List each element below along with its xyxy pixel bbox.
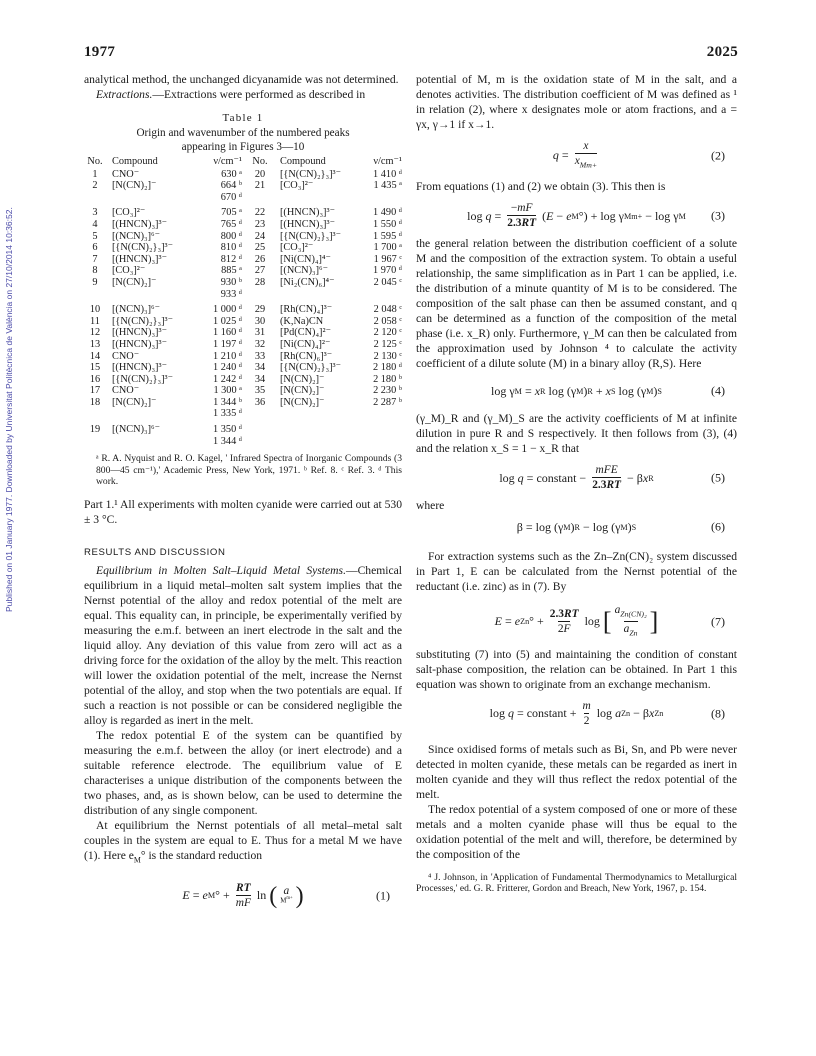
table-cell-wavenumber: 1 344 ᵇ — [213, 396, 242, 408]
table-title: Table 1 — [222, 112, 264, 124]
equation-8: log q = constant + $\frac{m}{2}$ log a Zn − β x Zn (8) — [489, 699, 725, 727]
paragraph-nernst — [84, 818, 402, 867]
table-cell-peak-number: 17 — [89, 385, 101, 397]
table-row — [84, 219, 402, 231]
table-row — [84, 192, 402, 204]
table-row — [84, 397, 402, 409]
table-cell-peak-number: 9 — [92, 276, 98, 288]
table-row — [84, 351, 402, 363]
section-heading: RESULTS AND DISCUSSION — [84, 547, 226, 559]
table-row — [84, 277, 402, 289]
table-cell-compound: [(HNCN)₃]³⁻ — [280, 207, 336, 219]
table-cell-compound: [{N(CN)₂}₃]³⁻ — [280, 362, 342, 374]
table-row — [84, 436, 402, 448]
equation-number: (8) — [711, 706, 725, 721]
equation-2: q = $\frac{x}{x_{Mm+}}$ (2) — [552, 140, 725, 170]
paragraph-intro: analytical method, the unchanged dicyanamide was not determined. — [84, 73, 399, 86]
table-cell-peak-number: 22 — [254, 207, 266, 219]
table-cell-wavenumber: 812 ᵈ — [220, 253, 242, 265]
table-header-cell: ν/cm⁻¹ — [373, 156, 402, 167]
table-cell-compound: [N(CN)₂]⁻ — [112, 276, 157, 288]
equation-1: E = e M ° + $\frac{RT}{mF}$ ln ( a $M^{m+}$ ) (1) — [182, 881, 390, 909]
left-column — [84, 72, 402, 916]
table-cell-compound — [274, 436, 358, 448]
table-cell-compound: CNO⁻ — [112, 385, 140, 397]
table-row — [84, 242, 402, 254]
table-cell-wavenumber: 630 ᵃ — [221, 168, 242, 180]
table-cell-peak-number: 7 — [92, 253, 98, 265]
table-row — [84, 300, 402, 316]
table-row — [84, 180, 402, 192]
table-cell-compound: [{N(CN)₂}₃]³⁻ — [112, 373, 174, 385]
table-cell-peak-number — [246, 420, 274, 436]
equation-6: β = log (γ M ) R − log (γ M ) S (6) — [516, 519, 725, 534]
table-cell-wavenumber: 1 025 ᵈ — [213, 315, 242, 327]
equation-number: (4) — [711, 383, 725, 398]
table-cell-compound: [Ni(CN)₄]⁴⁻ — [280, 253, 331, 265]
table-row — [84, 374, 402, 386]
table-cell-wavenumber: 1 240 ᵈ — [213, 362, 242, 374]
table-cell-peak-number — [246, 289, 274, 301]
paragraph-extractions — [84, 87, 402, 102]
table-cell-peak-number: 23 — [254, 218, 266, 230]
table-cell-wavenumber: 933 ᵈ — [220, 288, 242, 300]
table-cell-peak-number — [246, 192, 274, 204]
table-cell-compound: [CO₃]²⁻ — [112, 207, 146, 219]
table-cell-peak-number: 31 — [254, 327, 266, 339]
table-cell-peak-number: 6 — [92, 242, 98, 254]
table-cell-peak-number: 25 — [254, 242, 266, 254]
table-cell-wavenumber: 2 230 ᵇ — [373, 385, 402, 397]
table-cell-wavenumber: 1 197 ᵈ — [213, 338, 242, 350]
table-cell-wavenumber: 1 435 ᵃ — [373, 180, 402, 192]
table-cell-peak-number: 34 — [254, 373, 266, 385]
equation-number: (2) — [711, 148, 725, 163]
equation-5: log q = constant − $\frac{\text{mFE}}{2.3RT}$ − β x R (5) — [499, 464, 725, 492]
table-cell-compound: [(NCN)₃]⁶⁻ — [280, 265, 329, 277]
equation-number: (7) — [711, 614, 725, 629]
table-cell-compound: [Ni₂(CN)₆]⁴⁻ — [280, 276, 335, 288]
table-cell-wavenumber: 705 ᵃ — [221, 207, 242, 219]
table-cell-peak-number: 20 — [254, 168, 266, 180]
table-cell-compound: [N(CN)₂]⁻ — [112, 180, 157, 192]
table-header-cell: No. — [252, 156, 268, 167]
table-cell-wavenumber: 2 058 ᶜ — [373, 315, 402, 327]
table-cell-peak-number: 18 — [89, 396, 101, 408]
equilibrium-heading: Equilibrium in Molten Salt–Liquid Metal Systems. — [96, 564, 346, 578]
paragraph-equilibrium — [84, 563, 402, 728]
table-cell-peak-number: 14 — [89, 350, 101, 362]
paragraph-substituting: substituting (7) into (5) and maintaining the condition of constant salt-phase composition, the relation can be obtained. In Part 1 this equation was shown to originate from an exchange mechanism. — [416, 647, 737, 691]
table-cell-wavenumber: 1 595 ᵈ — [373, 230, 402, 242]
equation-number: (6) — [711, 519, 725, 534]
table-cell-peak-number: 10 — [89, 304, 101, 316]
table-cell-wavenumber: 2 180 ᵈ — [373, 362, 402, 374]
table-cell-wavenumber: 670 ᵈ — [220, 191, 242, 203]
table-cell-peak-number: 19 — [89, 424, 101, 436]
table-cell-wavenumber: 1 344 ᵈ — [213, 435, 242, 447]
table-cell-peak-number: 28 — [254, 276, 266, 288]
table-cell-wavenumber: 2 130 ᶜ — [373, 350, 402, 362]
table-cell-compound — [106, 289, 192, 301]
table-cell-wavenumber — [358, 192, 402, 204]
reference-footnote: ⁴ J. Johnson, in 'Application of Fundamental Thermodynamics to Metallurgical Processes,' ed. G. R. Fritterer, Gordon and Breach, New York, 1967, p. 154. — [416, 871, 737, 895]
extractions-text: —Extractions were performed as described in — [152, 88, 366, 101]
table-cell-peak-number: 24 — [254, 230, 266, 242]
table-cell-peak-number: 11 — [90, 315, 100, 327]
table-cell-compound: [(HNCN)₃]³⁻ — [112, 338, 168, 350]
table-cell-wavenumber: 765 ᵈ — [220, 218, 242, 230]
table-cell-wavenumber: 1 160 ᵈ — [213, 327, 242, 339]
table-cell-peak-number: 35 — [254, 385, 266, 397]
paragraph-activity: (γ_M)_R and (γ_M)_S are the activity coefficients of M at infinite dilution in pure R and S respectively. It then follows from (3), (4) and the relation x_S = 1 − x_R that — [416, 412, 737, 456]
table-cell-peak-number — [246, 408, 274, 420]
paragraph-oxidised-forms: Since oxidised forms of metals such as Bi, Sn, and Pb were never detected in molten cyanide, these metals can be regarded as inert in molten cyanide and they will thus reflect the redox potential of the melt. — [416, 742, 737, 801]
table-cell-compound: [CO₃]²⁻ — [112, 265, 146, 277]
table-cell-peak-number: 12 — [89, 327, 101, 339]
table-cell-wavenumber: 2 125 ᶜ — [373, 338, 402, 350]
table-cell-wavenumber: 664 ᵇ — [220, 180, 242, 192]
table-row — [84, 169, 402, 181]
table-cell-compound: CNO⁻ — [112, 350, 140, 362]
extractions-heading: Extractions. — [96, 88, 153, 101]
table-cell-peak-number: 34 — [254, 362, 266, 374]
table-cell-compound: [(NCN)₃]⁶⁻ — [112, 304, 161, 316]
table-cell-compound: [{N(CN)₂}₃]³⁻ — [280, 230, 342, 242]
table-cell-peak-number — [84, 192, 106, 204]
table-cell-compound: [N(CN)₂]⁻ — [280, 396, 325, 408]
table-cell-wavenumber: 1 967 ᶜ — [373, 253, 402, 265]
table-cell-wavenumber: 1 970 ᵈ — [373, 265, 402, 277]
table-cell-peak-number — [246, 436, 274, 448]
paragraph-extraction-systems: For extraction systems such as the Zn–Zn(CN)₂ system discussed in Part 1, E can be calculated from the Nernst potential of the reductant (i.e. zinc) as in (7). By — [416, 550, 737, 594]
table-cell-wavenumber — [358, 408, 402, 420]
table-cell-compound: [(HNCN)₃]³⁻ — [112, 327, 168, 339]
table-cell-wavenumber: 1 550 ᵈ — [373, 218, 402, 230]
table-caption-line1: Origin and wavenumber of the numbered peaks — [136, 127, 350, 139]
equation-4: log γ M = x R log (γ M ) R + x S log (γ M ) S (4) — [491, 383, 725, 398]
table-row — [84, 327, 402, 339]
table-cell-wavenumber: 2 048 ᶜ — [373, 304, 402, 316]
table-row — [84, 420, 402, 436]
table-cell-wavenumber: 885 ᵃ — [221, 265, 242, 277]
table-cell-wavenumber: 2 287 ᵇ — [373, 396, 402, 408]
table-cell-wavenumber: 1 410 ᵈ — [373, 168, 402, 180]
nernst-subscript: M — [133, 855, 141, 865]
equation-number: (5) — [711, 470, 725, 485]
table-cell-compound — [274, 289, 358, 301]
equation-3: log q = $\frac{-mF}{2.3RT}$ ( E − e M °) + log γ Mm+ − log γ M (3) — [467, 202, 725, 230]
table-cell-compound: [CO₃]²⁻ — [280, 242, 314, 254]
right-column — [416, 72, 737, 895]
table-cell-compound: [N(CN)₂]⁻ — [280, 385, 325, 397]
equation-number: (1) — [376, 888, 390, 903]
table-cell-compound: [(NCN)₃]⁶⁻ — [112, 230, 161, 242]
table-cell-peak-number: 15 — [89, 362, 101, 374]
table-cell-compound — [274, 420, 358, 436]
table-header-cell: Compound — [280, 156, 326, 167]
paragraph-general-relation: the general relation between the distribution coefficient of a solute M and the composition of the extraction system. To obtain a useful relationship, the same simplification as in Part 1 can be applied, i.e. the distribution of a minute quantity of M is to be considered. The composition of the salt phase can then be assumed constant, and q can be determined as a function of the composition of the metal phase (i.e. x_R) only. Furthermore, γ_M can then be calculated from the approximation used by Johnson ⁴ to calculate the activity coefficient of a dilute solute (M) in a binary alloy (R,S). Here — [416, 237, 737, 371]
table-cell-compound — [106, 436, 192, 448]
table-cell-compound: (K,Na)CN — [280, 315, 324, 327]
table-row — [84, 203, 402, 219]
table-cell-compound: [N(CN)₂]⁻ — [280, 373, 325, 385]
table-cell-wavenumber: 1 210 ᵈ — [213, 350, 242, 362]
paragraph-potential: potential of M, m is the oxidation state of M in the salt, and a denotes activities. The distribution coefficient of M was defined as ¹ in relation (2), where x designates mole or atom fractions, and a = γx, γ→1 if x→1. — [416, 73, 737, 131]
table-header-cell: ν/cm⁻¹ — [213, 156, 242, 167]
table-cell-peak-number: 33 — [254, 350, 266, 362]
table-cell-compound: [Ni(CN)₄]²⁻ — [280, 338, 331, 350]
table-cell-peak-number: 2 — [92, 180, 98, 192]
table-cell-compound: [(NCN)₃]⁶⁻ — [112, 424, 161, 436]
table-row — [84, 231, 402, 243]
table-cell-peak-number: 4 — [92, 218, 98, 230]
table-cell-peak-number: 5 — [92, 230, 98, 242]
table-body — [84, 169, 402, 448]
peaks-table — [84, 156, 402, 447]
table-cell-compound: [(HNCN)₃]³⁻ — [112, 253, 168, 265]
equilibrium-text: —Chemical equilibrium in a liquid metal–molten salt system implies that the Nernst potential of the alloy and redox potential of the melt are equal. This equality can, in principle, be experimentally verified by measuring the e.m.f. between an inert electrode in the salt and the liquid alloy. Any deviation of this value from zero will act as a driving force for the oxidation of the alloy by the melt. This reaction will lower the oxidation potential of the melt, increase the Nernst potential of the alloy, and stop when the two potentials are equal. If such a reaction is not possible or can be considered negligible the alloy is regarded as inert in the melt. — [84, 564, 402, 728]
header-year: 1977 — [84, 44, 116, 60]
table-row — [84, 339, 402, 351]
table-cell-wavenumber: 810 ᵈ — [220, 242, 242, 254]
table-cell-peak-number: 8 — [92, 265, 98, 277]
table-cell-peak-number: 1 — [92, 168, 98, 180]
table-cell-wavenumber: 1 000 ᵈ — [213, 304, 242, 316]
header-page-number: 2025 — [706, 44, 738, 60]
table-cell-wavenumber: 1 242 ᵈ — [213, 373, 242, 385]
table-row — [84, 408, 402, 420]
table-row — [84, 254, 402, 266]
table-row — [84, 385, 402, 397]
table-cell-compound: [Rh(CN)₆]³⁻ — [280, 350, 333, 362]
table-cell-peak-number — [84, 289, 106, 301]
table-row — [84, 265, 402, 277]
table-cell-peak-number: 13 — [89, 338, 101, 350]
table-cell-compound — [106, 192, 192, 204]
table-cell-compound: [{N(CN)₂}₃]³⁻ — [112, 242, 174, 254]
table-row — [84, 316, 402, 328]
paragraph-redox: The redox potential E of the system can be quantified by measuring the e.m.f. between the alloy (or inert electrode) and a suitable reference electrode. The equilibrium value of E characterises a unique distribution of the components between the two phases, and, as is shown below, can be used to determine the distribution of any single component. — [84, 729, 402, 818]
table-cell-peak-number: 30 — [254, 315, 266, 327]
table-cell-peak-number: 29 — [254, 304, 266, 316]
table-cell-compound: [CO₃]²⁻ — [280, 180, 314, 192]
table-cell-compound — [274, 408, 358, 420]
table-cell-compound — [274, 192, 358, 204]
table-cell-wavenumber: 2 045 ᶜ — [373, 276, 402, 288]
table-cell-compound: [N(CN)₂]⁻ — [112, 396, 157, 408]
table-cell-peak-number: 21 — [254, 180, 266, 192]
table-row — [84, 362, 402, 374]
table-cell-peak-number: 27 — [254, 265, 266, 277]
table-cell-wavenumber: 2 120 ᶜ — [373, 327, 402, 339]
table-cell-wavenumber — [358, 436, 402, 448]
table-cell-wavenumber: 800 ᵈ — [220, 230, 242, 242]
table-cell-wavenumber: 1 490 ᵈ — [373, 207, 402, 219]
table-cell-wavenumber — [358, 289, 402, 301]
table-cell-wavenumber: 1 700 ᵃ — [373, 242, 402, 254]
table-header-row — [84, 156, 402, 169]
table-cell-compound: [Rh(CN)₄]³⁻ — [280, 304, 333, 316]
table-cell-peak-number: 32 — [254, 338, 266, 350]
table-cell-peak-number: 16 — [89, 373, 101, 385]
table-cell-compound: [Pd(CN)₄]²⁻ — [280, 327, 332, 339]
table-cell-peak-number: 36 — [254, 396, 266, 408]
table-cell-wavenumber: 1 335 ᵈ — [213, 408, 242, 420]
table-cell-compound: [{N(CN)₂}₃]³⁻ — [280, 168, 342, 180]
table-cell-compound — [106, 408, 192, 420]
nernst-text: At equilibrium the Nernst potentials of all metal–metal salt couples in the system are equal to E. Thus for a metal M we have (1). Here e — [84, 819, 402, 863]
table-cell-peak-number — [84, 436, 106, 448]
table-cell-compound: [(HNCN)₃]³⁻ — [280, 218, 336, 230]
table-row — [84, 289, 402, 301]
table-cell-wavenumber: 1 300 ᵃ — [213, 385, 242, 397]
table-caption-line2: appearing in Figures 3—10 — [181, 141, 305, 153]
download-watermark: Published on 01 January 1977. Downloaded by Universitat Politècnica de València on 27/10/2014 10:36:52. — [4, 207, 14, 613]
table-cell-compound: [(HNCN)₃]³⁻ — [112, 218, 168, 230]
table-cell-wavenumber — [358, 420, 402, 436]
table-cell-compound: [{N(CN)₂}₃]³⁻ — [112, 315, 174, 327]
table-cell-wavenumber: 2 180 ᵇ — [373, 373, 402, 385]
nernst-tail: ° is the standard reduction — [140, 849, 263, 863]
table-header-cell: No. — [87, 156, 103, 167]
table-cell-wavenumber: 1 350 ᵈ — [213, 424, 242, 436]
table-header-cell: Compound — [112, 156, 158, 167]
table-cell-peak-number — [84, 408, 106, 420]
table-footnote: ᵃ R. A. Nyquist and R. O. Kagel, ' Infrared Spectra of Inorganic Compounds (3 800—45 cm⁻¹),' Academic Press, New York, 1971. ᵇ Ref. 8. ᶜ Ref. 3. ᵈ This work. — [96, 453, 402, 488]
table-cell-peak-number: 26 — [254, 253, 266, 265]
table-cell-compound: CNO⁻ — [112, 168, 140, 180]
table-cell-wavenumber: 930 ᵇ — [220, 276, 242, 288]
table-cell-compound: [(HNCN)₃]³⁻ — [112, 362, 168, 374]
table-cell-peak-number: 3 — [92, 207, 98, 219]
equation-number: (3) — [711, 208, 725, 223]
paragraph-from-equations: From equations (1) and (2) we obtain (3). This then is — [416, 180, 666, 194]
paragraph-part1: Part 1.¹ All experiments with molten cyanide were carried out at 530 ± 3 °C. — [84, 498, 402, 527]
word-where: where — [416, 499, 445, 513]
equation-7: E = e Zn ° + $\frac{2.3RT}{2F}$ log [ $\frac{a_{Zn(CN)_2}}{a_{Zn}}$ ] (7) — [494, 604, 725, 637]
paragraph-redox-composition: The redox potential of a system composed of one or more of these metals and a molten cyanide phase will thus be equal to the oxidation potential of the melt and will, therefore, be determined by the composition of the — [416, 802, 737, 861]
